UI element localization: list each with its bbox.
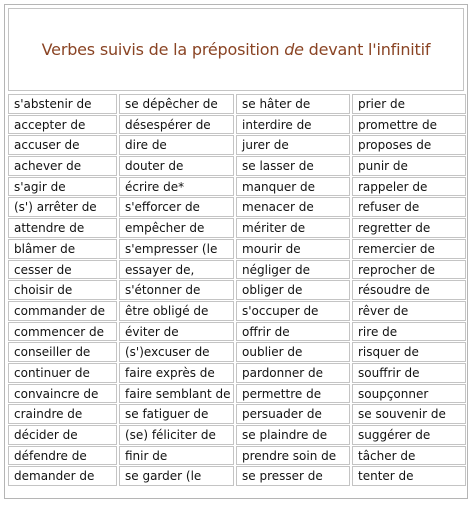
title-box xyxy=(8,8,464,91)
verb-cell: remercier de xyxy=(352,239,466,259)
title-after: devant l'infinitif xyxy=(303,40,431,59)
verb-cell: menacer de xyxy=(236,197,350,217)
verb-cell: finir de xyxy=(119,446,234,466)
verb-cell: refuser de xyxy=(352,197,466,217)
verb-cell: rêver de xyxy=(352,301,466,321)
verb-cell: attendre de xyxy=(8,218,117,238)
verb-cell: obliger de xyxy=(236,280,350,300)
verb-cell: persuader de xyxy=(236,404,350,424)
verb-cell: écrire de* xyxy=(119,177,234,197)
verb-cell: mourir de xyxy=(236,239,350,259)
verb-cell: continuer de xyxy=(8,363,117,383)
verb-cell: prier de xyxy=(352,94,466,114)
verb-cell: cesser de xyxy=(8,260,117,280)
verb-cell: accuser de xyxy=(8,135,117,155)
verb-cell: négliger de xyxy=(236,260,350,280)
verb-cell: choisir de xyxy=(8,280,117,300)
verb-cell: se souvenir de xyxy=(352,404,466,424)
verb-cell: empêcher de xyxy=(119,218,234,238)
verb-cell: oublier de xyxy=(236,342,350,362)
verb-cell: mériter de xyxy=(236,218,350,238)
verb-cell: défendre de xyxy=(8,446,117,466)
verb-cell: permettre de xyxy=(236,384,350,404)
verb-cell: proposes de xyxy=(352,135,466,155)
verb-cell: faire exprès de xyxy=(119,363,234,383)
verb-cell: (se) féliciter de xyxy=(119,425,234,445)
verb-cell: (s') arrêter de xyxy=(8,197,117,217)
verb-cell: dire de xyxy=(119,135,234,155)
verb-cell: risquer de xyxy=(352,342,466,362)
verb-cell: demander de xyxy=(8,466,117,486)
verb-cell: s'efforcer de xyxy=(119,197,234,217)
verb-cell: regretter de xyxy=(352,218,466,238)
verb-cell: reprocher de xyxy=(352,260,466,280)
verb-cell: souffrir de xyxy=(352,363,466,383)
verb-cell: être obligé de xyxy=(119,301,234,321)
verb-cell: jurer de xyxy=(236,135,350,155)
verb-table-sheet xyxy=(4,4,468,499)
verb-cell: décider de xyxy=(8,425,117,445)
verb-cell: craindre de xyxy=(8,404,117,424)
verb-cell: se garder (le xyxy=(119,466,234,486)
verb-cell: s'empresser (le xyxy=(119,239,234,259)
verb-cell: convaincre de xyxy=(8,384,117,404)
verb-cell: suggérer de xyxy=(352,425,466,445)
title-emphasis: de xyxy=(284,40,304,59)
verb-cell: se presser de xyxy=(236,466,350,486)
verb-cell: se hâter de xyxy=(236,94,350,114)
verb-cell: s'abstenir de xyxy=(8,94,117,114)
verb-cell: se fatiguer de xyxy=(119,404,234,424)
verb-cell: prendre soin de xyxy=(236,446,350,466)
verb-cell: se dépêcher de xyxy=(119,94,234,114)
verb-cell: désespérer de xyxy=(119,115,234,135)
verb-cell: commander de xyxy=(8,301,117,321)
verb-cell: conseiller de xyxy=(8,342,117,362)
verb-cell: rappeler de xyxy=(352,177,466,197)
verb-cell: faire semblant de xyxy=(119,384,234,404)
verb-cell: promettre de xyxy=(352,115,466,135)
verb-cell: éviter de xyxy=(119,322,234,342)
verb-cell: pardonner de xyxy=(236,363,350,383)
verb-cell: tenter de xyxy=(352,466,466,486)
verb-cell: essayer de, xyxy=(119,260,234,280)
verb-cell: offrir de xyxy=(236,322,350,342)
title-before: Verbes suivis de la préposition xyxy=(41,40,285,59)
verb-cell: manquer de xyxy=(236,177,350,197)
verb-cell: se lasser de xyxy=(236,156,350,176)
verb-cell: se plaindre de xyxy=(236,425,350,445)
verb-cell: commencer de xyxy=(8,322,117,342)
verb-cell: blâmer de xyxy=(8,239,117,259)
verb-cell: rire de xyxy=(352,322,466,342)
verb-cell: accepter de xyxy=(8,115,117,135)
verb-cell: (s')excuser de xyxy=(119,342,234,362)
verb-cell: punir de xyxy=(352,156,466,176)
verb-cell: tâcher de xyxy=(352,446,466,466)
verb-grid xyxy=(8,94,466,486)
verb-cell: achever de xyxy=(8,156,117,176)
page-title xyxy=(42,40,431,59)
verb-cell: s'étonner de xyxy=(119,280,234,300)
verb-cell: interdire de xyxy=(236,115,350,135)
verb-cell: résoudre de xyxy=(352,280,466,300)
verb-cell: s'agir de xyxy=(8,177,117,197)
verb-cell: douter de xyxy=(119,156,234,176)
verb-cell: soupçonner xyxy=(352,384,466,404)
verb-cell: s'occuper de xyxy=(236,301,350,321)
